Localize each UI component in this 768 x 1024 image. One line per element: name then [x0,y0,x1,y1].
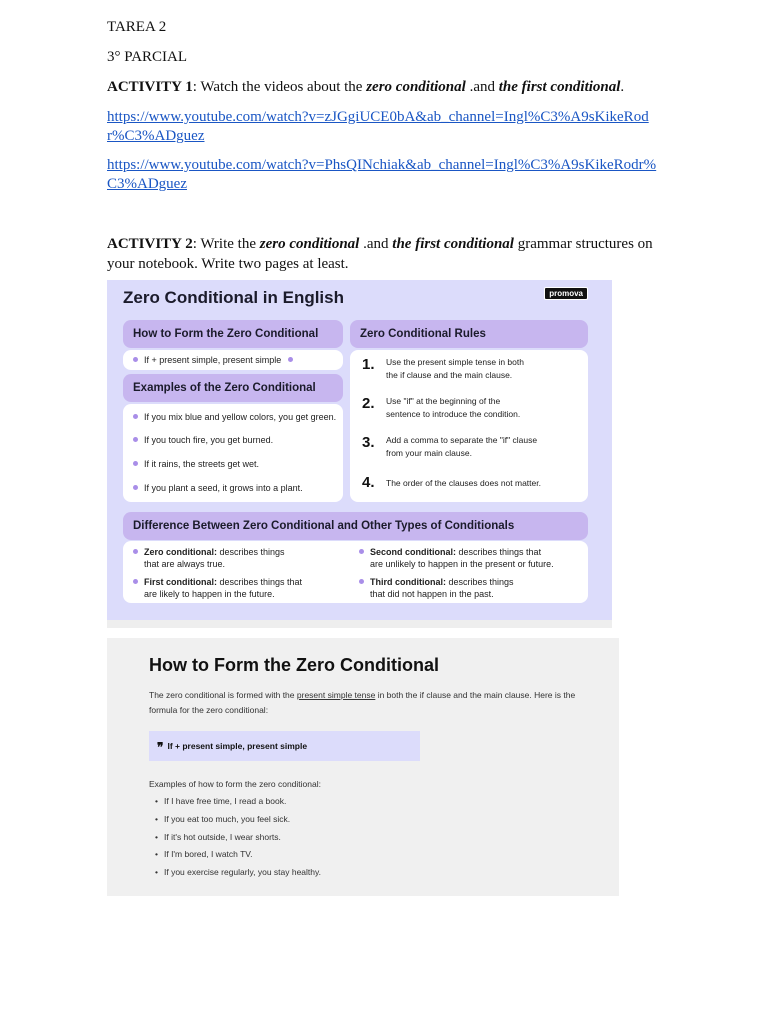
activity-1-text-mid: .and [465,79,499,95]
form-box [123,350,343,370]
activity-2-text-mid: .and [359,236,393,252]
zero-conditional-infographic [107,280,612,620]
activity-2-term-first: the first conditional [392,236,514,252]
how-to-form-screenshot [107,638,619,896]
form-formula: If + present simple, present simple [133,355,299,365]
formula-quote-box: ❞ If + present simple, present simple [149,731,420,761]
rules-header: Zero Conditional Rules [350,320,588,348]
difference-item: Zero conditional: describes things that are always true. [133,546,285,570]
doc-title: TAREA 2 [107,19,167,35]
difference-header: Difference Between Zero Conditional and Other Types of Conditionals [123,512,588,540]
examples-heading: Examples of how to form the zero conditional: [149,779,321,789]
activity-1-term-first: the first conditional [498,79,621,95]
activity-1-term-zero: zero conditional [366,79,466,95]
activity-1-paragraph [107,78,624,97]
present-simple-link: present simple tense [296,690,376,700]
quote-icon: ❞ [157,740,164,754]
examples-box [123,404,343,502]
activity-1-label: ACTIVITY 1 [107,79,193,95]
example-item: If it rains, the streets get wet. [133,459,259,469]
list-item: • If you eat too much, you feel sick. [155,814,321,832]
activity-2-paragraph [107,235,653,254]
infographic-title: Zero Conditional in English [123,288,344,307]
activity-2-term-zero: zero conditional [259,236,360,252]
doc-subtitle: 3° PARCIAL [107,49,188,65]
activity-2-line-2: your notebook. Write two pages at least. [107,256,349,272]
activity-1-text: : Watch the videos about the [192,79,367,95]
example-item: If you plant a seed, it grows into a plant. [133,483,303,493]
activity-2-text-end: grammar structures on [513,236,653,252]
list-item: • If I have free time, I read a book. [155,796,321,814]
form-header: How to Form the Zero Conditional [123,320,343,348]
example-item: If you touch fire, you get burned. [133,435,273,445]
activity-2-text: : Write the [192,236,260,252]
example-item: If you mix blue and yellow colors, you get green. [133,412,336,422]
examples-list [155,796,321,885]
infographic-bottom-strip [107,620,612,628]
promova-logo: promova [544,287,588,300]
examples-header: Examples of the Zero Conditional [123,374,343,402]
video-link-1[interactable]: https://www.youtube.com/watch?v=zJGgiUCE0bA&ab_channel=Ingl%C3%A9sKikeRodr%C3%ADguez [107,109,649,144]
difference-box [123,541,588,603]
difference-item: Second conditional: describes things that are unlikely to happen in the present or future. [359,546,554,570]
rules-box: 1. Use the present simple tense in both the if clause and the main clause. 2. Use "if" at the beginning of the sentence to introduce the condition. 3. Add a comma to separate the "if" clause from your main clause. 4. The order of the clauses does not matter. [350,350,588,502]
difference-item: Third conditional: describes things that did not happen in the past. [359,576,514,600]
list-item: • If you exercise regularly, you stay healthy. [155,867,321,885]
screenshot-intro: The zero conditional is formed with the present simple tense in both the if clause and the main clause. Here is the formula for the zero conditional: [149,690,576,715]
video-link-2[interactable]: https://www.youtube.com/watch?v=PhsQINchiak&ab_channel=Ingl%C3%A9sKikeRodr%C3%ADguez [107,157,657,192]
screenshot-title: How to Form the Zero Conditional [149,655,439,675]
list-item: • If it's hot outside, I wear shorts. [155,832,321,850]
list-item: • If I'm bored, I watch TV. [155,849,321,867]
activity-2-label: ACTIVITY 2 [107,236,193,252]
activity-1-text-end: . [620,79,625,95]
difference-item: First conditional: describes things that are likely to happen in the future. [133,576,302,600]
